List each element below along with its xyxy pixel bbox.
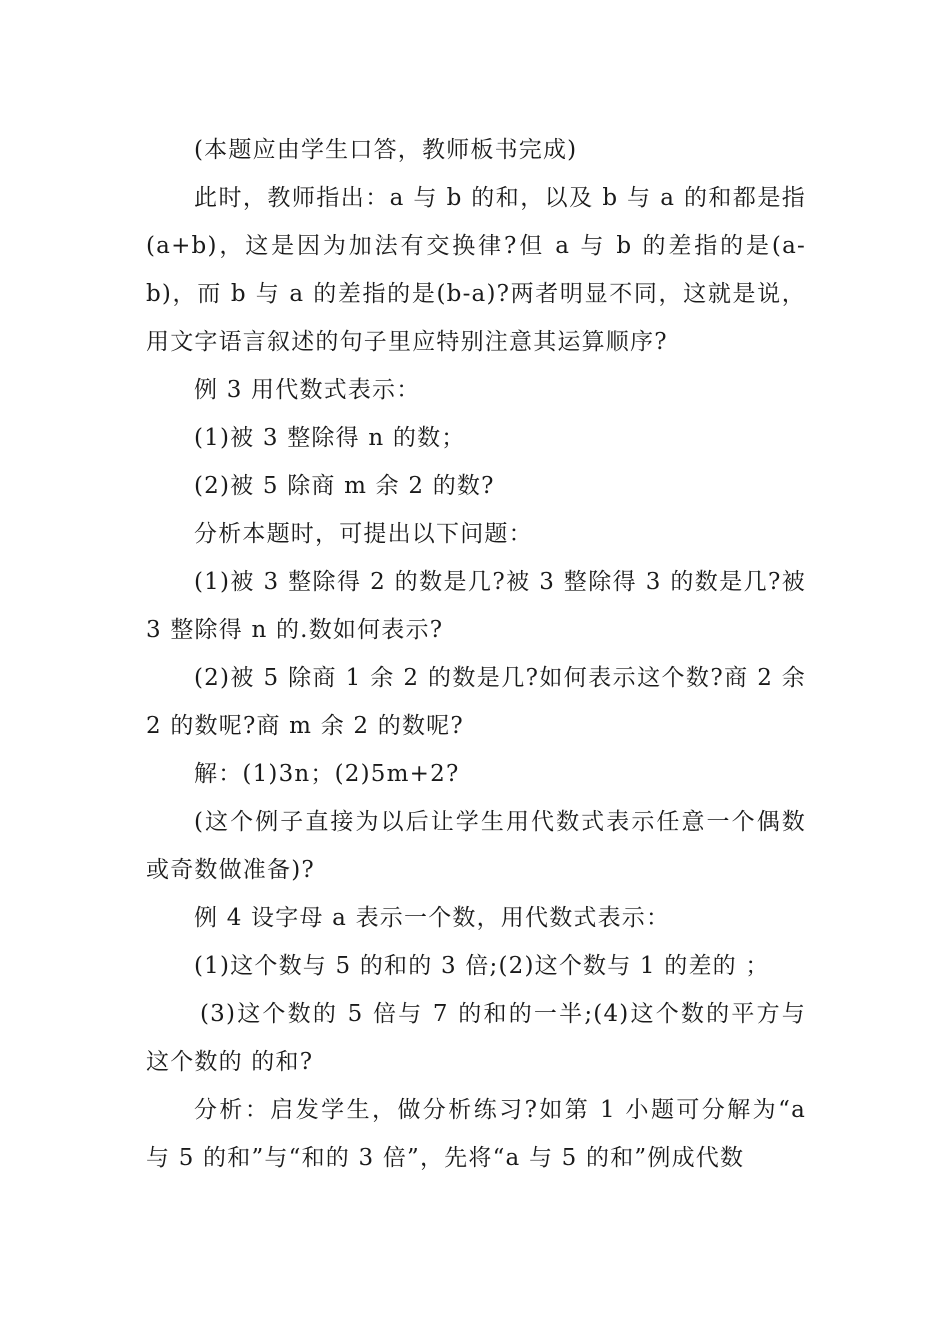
paragraph-analysis-intro: 分析本题时，可提出以下问题：: [194, 521, 533, 547]
paragraph-teacher-explanation: 此时，教师指出：a 与 b 的和，以及 b 与 a 的和都是指(a+b)，这是因为加法有交换律?但 a 与 b 的差指的是(a-b)，而 b 与 a 的差指的是(b-a)?两者明显不同，这就是说，用文字语言叙述的句子里应特别注意其运算顺序?: [146, 185, 806, 355]
paragraph-example-4-items-1-2: (1)这个数与 5 的和的 3 倍;(2)这个数与 1 的差的 ；: [194, 953, 770, 979]
document-body: [146, 126, 806, 1182]
paragraph-example-3-item-2: (2)被 5 除商 m 余 2 的数?: [194, 473, 495, 499]
paragraph-example-3-item-1: (1)被 3 整除得 n 的数；: [194, 425, 466, 451]
paragraph-teacher-note: (本题应由学生口答，教师板书完成): [194, 137, 578, 163]
paragraph-analysis-question-2: (2)被 5 除商 1 余 2 的数是几?如何表示这个数?商 2 余 2 的数呢?商 m 余 2 的数呢?: [146, 665, 806, 739]
paragraph-example-3-heading: 例 3 用代数式表示：: [194, 377, 421, 403]
paragraph-example-note: (这个例子直接为以后让学生用代数式表示任意一个偶数或奇数做准备)?: [146, 809, 806, 883]
paragraph-example-4-items-3-4: (3)这个数的 5 倍与 7 的和的一半;(4)这个数的平方与这个数的 的和?: [146, 1001, 806, 1075]
paragraph-analysis-example-4: 分析：启发学生，做分析练习?如第 1 小题可分解为“a 与 5 的和”与“和的 3 倍”，先将“a 与 5 的和”例成代数: [146, 1097, 806, 1171]
paragraph-example-4-heading: 例 4 设字母 a 表示一个数，用代数式表示：: [194, 905, 671, 931]
paragraph-solution: 解：(1)3n；(2)5m+2?: [194, 761, 460, 787]
paragraph-analysis-question-1: (1)被 3 整除得 2 的数是几?被 3 整除得 3 的数是几?被 3 整除得 n 的.数如何表示?: [146, 569, 806, 643]
